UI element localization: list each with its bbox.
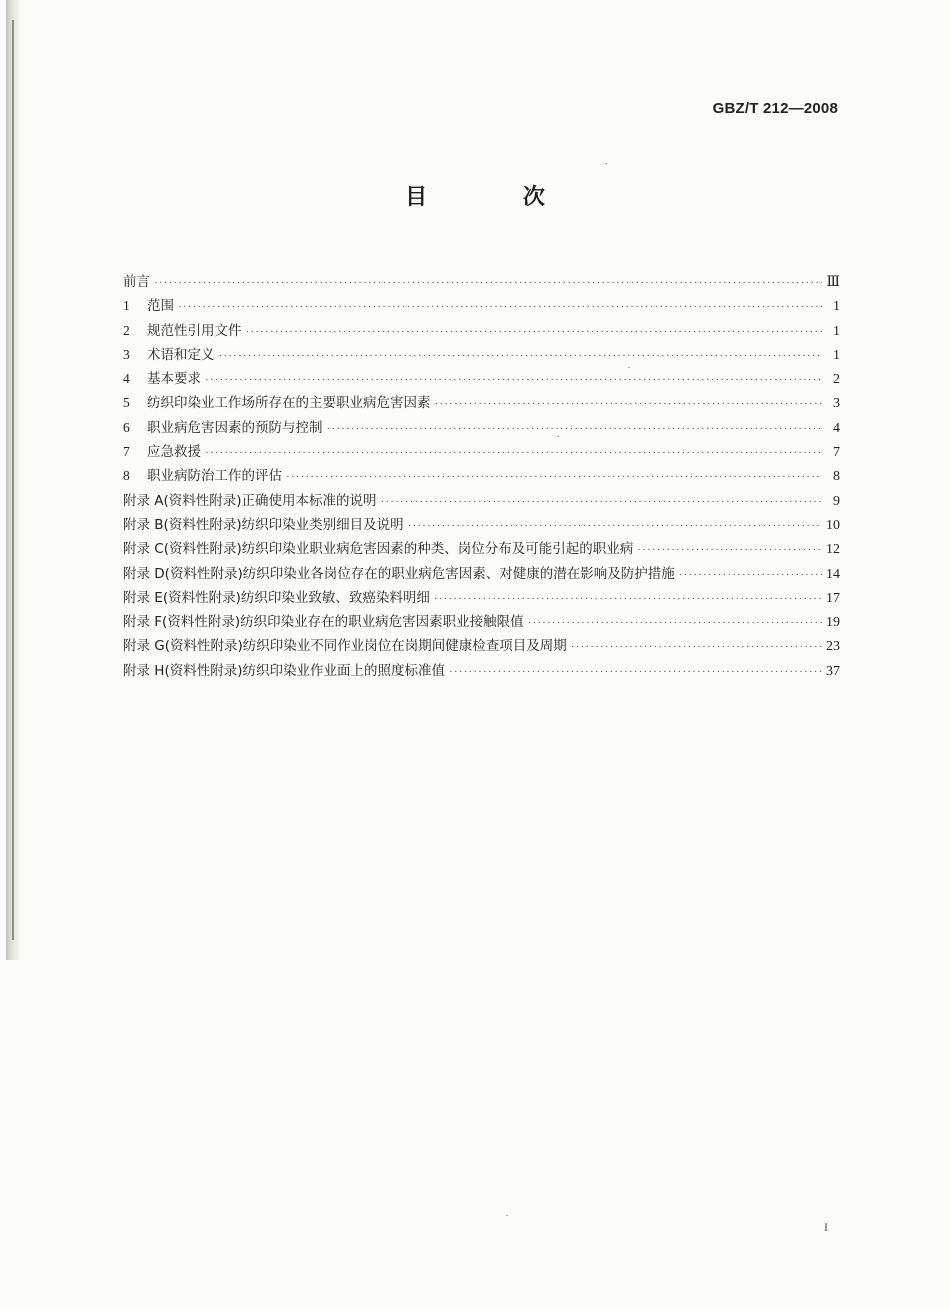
toc-entry-number: 2 [123, 322, 130, 338]
toc-leader-dots [528, 611, 822, 635]
scan-speck [506, 1215, 508, 1216]
toc-entry[interactable] [123, 610, 840, 634]
toc-entry[interactable] [123, 391, 840, 415]
toc-entry-label: 前言 [123, 274, 150, 290]
scan-speck [605, 163, 607, 164]
toc-leader-dots [381, 490, 822, 514]
toc-entry-label: 规范性引用文件 [147, 322, 242, 339]
toc-entry-page: 14 [826, 566, 840, 582]
toc-entry-page: 4 [833, 420, 840, 436]
toc-entry-label: 应急救援 [147, 444, 201, 461]
toc-leader-dots [205, 368, 822, 392]
toc-entry[interactable] [123, 319, 840, 343]
toc-entry-page: 23 [826, 639, 840, 655]
toc-entry-page: 37 [826, 663, 840, 679]
toc-leader-dots [327, 417, 823, 441]
toc-entry-label: 附录 G(资料性附录)纺织印染业不同作业岗位在岗期间健康检查项目及周期 [123, 638, 567, 655]
toc-entry[interactable] [123, 270, 840, 294]
toc-leader-dots [205, 441, 822, 465]
toc-entry[interactable] [123, 513, 840, 537]
toc-entry-number: 1 [123, 298, 130, 314]
toc-entry-number: 3 [123, 346, 130, 362]
toc-entry[interactable] [123, 562, 840, 586]
toc-leader-dots [154, 271, 822, 295]
toc-entry-label: 附录 C(资料性附录)纺织印染业职业病危害因素的种类、岗位分布及可能引起的职业病 [123, 541, 634, 558]
toc-leader-dots [434, 587, 822, 611]
toc-entry-number: 6 [123, 419, 130, 435]
toc-entry-label: 纺织印染业工作场所存在的主要职业病危害因素 [147, 395, 431, 412]
toc-entry[interactable] [123, 294, 840, 318]
toc-leader-dots [679, 563, 822, 587]
toc-entry-label: 术语和定义 [147, 346, 215, 363]
toc-leader-dots [408, 514, 822, 538]
binding-edge-line [12, 20, 14, 940]
toc-entry-page: 9 [833, 493, 840, 509]
toc-entry-page: 19 [826, 615, 840, 631]
toc-entry-label: 范围 [147, 298, 174, 315]
toc-entry[interactable] [123, 634, 840, 658]
toc-leader-dots [246, 320, 823, 344]
toc-leader-dots [435, 392, 823, 416]
toc-entry-number: 7 [123, 444, 130, 460]
toc-entry-page: 1 [833, 323, 840, 339]
toc-entry-page: Ⅲ [826, 275, 840, 290]
toc-entry-number: 8 [123, 468, 130, 484]
toc-entry-page: 10 [826, 517, 840, 533]
toc-entry-label: 附录 B(资料性附录)纺织印染业类别细目及说明 [123, 516, 404, 533]
toc-entry-page: 2 [833, 372, 840, 388]
page-title: 目 次 [405, 185, 589, 210]
toc-entry[interactable] [123, 416, 840, 440]
toc-entry[interactable] [123, 464, 840, 488]
toc-leader-dots [178, 295, 822, 319]
toc-entry-label: 附录 H(资料性附录)纺织印染业作业面上的照度标准值 [123, 662, 445, 679]
toc-entry-label: 附录 A(资料性附录)正确使用本标准的说明 [123, 492, 377, 509]
toc-entry-page: 1 [833, 347, 840, 363]
toc-entry[interactable] [123, 343, 840, 367]
toc-entry-page: 3 [833, 396, 840, 412]
toc-entry-label: 附录 D(资料性附录)纺织印染业各岗位存在的职业病危害因素、对健康的潜在影响及防护措施 [123, 565, 675, 582]
toc-entry-label: 职业病危害因素的预防与控制 [147, 419, 323, 436]
toc-entry-number: 4 [123, 371, 130, 387]
toc-entry-page: 7 [833, 445, 840, 461]
toc-leader-dots [449, 660, 822, 684]
toc-entry-page: 1 [833, 299, 840, 315]
scan-speck [557, 436, 559, 437]
toc-entry-page: 12 [826, 542, 840, 558]
table-of-contents [123, 270, 840, 683]
toc-entry[interactable] [123, 586, 840, 610]
standard-code: GBZ/T 212—2008 [712, 100, 838, 117]
scan-speck [628, 367, 630, 368]
page-number: I [824, 1220, 828, 1234]
toc-leader-dots [219, 344, 823, 368]
toc-leader-dots [286, 465, 822, 489]
toc-entry-label: 基本要求 [147, 371, 201, 388]
toc-entry[interactable] [123, 367, 840, 391]
toc-entry-label: 附录 F(资料性附录)纺织印染业存在的职业病危害因素职业接触限值 [123, 614, 524, 631]
toc-entry-label: 附录 E(资料性附录)纺织印染业致敏、致癌染料明细 [123, 589, 430, 606]
toc-entry-label: 职业病防治工作的评估 [147, 468, 282, 485]
toc-entry-page: 8 [833, 469, 840, 485]
toc-leader-dots [637, 538, 822, 562]
toc-entry[interactable] [123, 440, 840, 464]
toc-entry-page: 17 [826, 590, 840, 606]
toc-entry[interactable] [123, 537, 840, 561]
toc-entry[interactable] [123, 489, 840, 513]
toc-entry-number: 5 [123, 395, 130, 411]
toc-leader-dots [571, 635, 822, 659]
toc-entry[interactable] [123, 659, 840, 683]
